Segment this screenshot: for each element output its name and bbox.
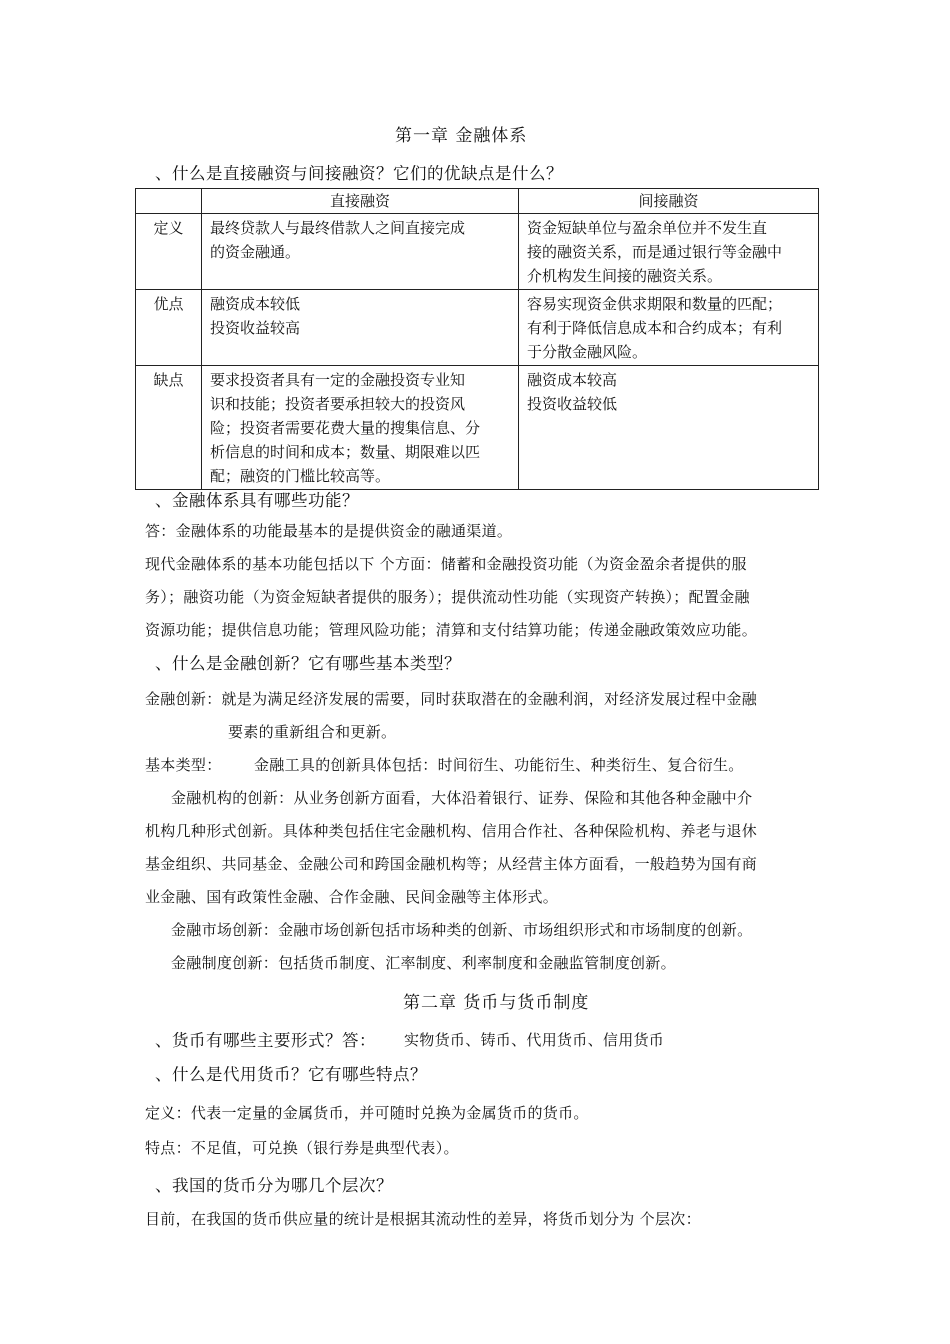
cell-indirect-advantages: 容易实现资金供求期限和数量的匹配； 有利于降低信息成本和合约成本；有利 于分散金融风险。 [519,290,819,366]
table-row-advantages [136,290,819,366]
answer-representative-features: 特点：不足值，可兑换（银行券是典型代表）。 [145,1139,459,1157]
cell-direct-advantages: 融资成本较低 投资收益较高 [202,290,519,366]
answer-functions-line-4: 资源功能；提供信息功能；管理风险功能；清算和支付结算功能；传递金融政策效应功能。 [145,621,758,639]
answer-functions-line-1: 答：金融体系的功能最基本的是提供资金的融通渠道。 [145,522,513,540]
answer-innovation-definition-1: 金融创新：就是为满足经济发展的需要，同时获取潜在的金融利润，对经济发展过程中金融 [145,690,758,708]
answer-market-innovation: 金融市场创新：金融市场创新包括市场种类的创新、市场组织形式和市场制度的创新。 [171,921,753,939]
answer-system-innovation: 金融制度创新：包括货币制度、汇率制度、利率制度和金融监管制度创新。 [171,954,676,972]
answer-innovation-definition-2: 要素的重新组合和更新。 [228,723,397,741]
financing-comparison-table [135,188,819,490]
row-label-disadvantages: 缺点 [136,366,202,490]
answer-representative-definition: 定义：代表一定量的金属货币，并可随时兑换为金属货币的货币。 [145,1104,589,1122]
cell-direct-definition: 最终贷款人与最终借款人之间直接完成 的资金融通。 [202,214,519,290]
answer-types-label: 基本类型： [145,756,222,774]
question-financial-system-functions: 、金融体系具有哪些功能？ [155,491,359,510]
cell-direct-disadvantages: 要求投资者具有一定的金融投资专业知 识和技能；投资者要承担较大的投资风 险；投资者需要花费大量的搜集信息、分 析信息的时间和成本；数量、期限难以匹 配；融资的门槛比较高等。 [202,366,519,490]
question-financial-innovation: 、什么是金融创新？它有哪些基本类型？ [155,654,461,673]
answer-institution-line-1: 金融机构的创新：从业务创新方面看，大体沿着银行、证券、保险和其他各种金融中介 [171,789,753,807]
answer-types-tools: 金融工具的创新具体包括：时间衍生、功能衍生、种类衍生、复合衍生。 [254,756,744,774]
cell-indirect-definition: 资金短缺单位与盈余单位并不发生直 接的融资关系，而是通过银行等金融中 介机构发生间接的融资关系。 [519,214,819,290]
table-row-definition [136,214,819,290]
table-header-empty [136,189,202,214]
cell-indirect-disadvantages: 融资成本较高 投资收益较低 [519,366,819,490]
question-direct-indirect-financing: 、什么是直接融资与间接融资？它们的优缺点是什么？ [155,164,563,183]
table-header-indirect: 间接融资 [519,189,819,214]
answer-institution-line-3: 基金组织、共同基金、金融公司和跨国金融机构等；从经营主体方面看，一般趋势为国有商 [145,855,758,873]
chapter-2-title: 第二章 货币与货币制度 [403,993,590,1013]
table-row-disadvantages [136,366,819,490]
row-label-definition: 定义 [136,214,202,290]
answer-money-forms: 实物货币、铸币、代用货币、信用货币 [404,1031,665,1049]
question-money-forms: 、货币有哪些主要形式？答： [155,1031,376,1050]
question-money-levels: 、我国的货币分为哪几个层次？ [155,1176,393,1195]
question-representative-money: 、什么是代用货币？它有哪些特点？ [155,1065,427,1084]
answer-money-levels: 目前，在我国的货币供应量的统计是根据其流动性的差异，将货币划分为 个层次： [145,1210,701,1228]
row-label-advantages: 优点 [136,290,202,366]
answer-functions-line-3: 务）；融资功能（为资金短缺者提供的服务）；提供流动性功能（实现资产转换）；配置金融 [145,588,750,606]
table-header-direct: 直接融资 [202,189,519,214]
answer-institution-line-4: 业金融、国有政策性金融、合作金融、民间金融等主体形式。 [145,888,559,906]
table-header-row [136,189,819,214]
answer-institution-line-2: 机构几种形式创新。具体种类包括住宅金融机构、信用合作社、各种保险机构、养老与退休 [145,822,758,840]
answer-functions-line-2: 现代金融体系的基本功能包括以下 个方面：储蓄和金融投资功能（为资金盈余者提供的服 [145,555,747,573]
chapter-1-title: 第一章 金融体系 [395,126,528,146]
